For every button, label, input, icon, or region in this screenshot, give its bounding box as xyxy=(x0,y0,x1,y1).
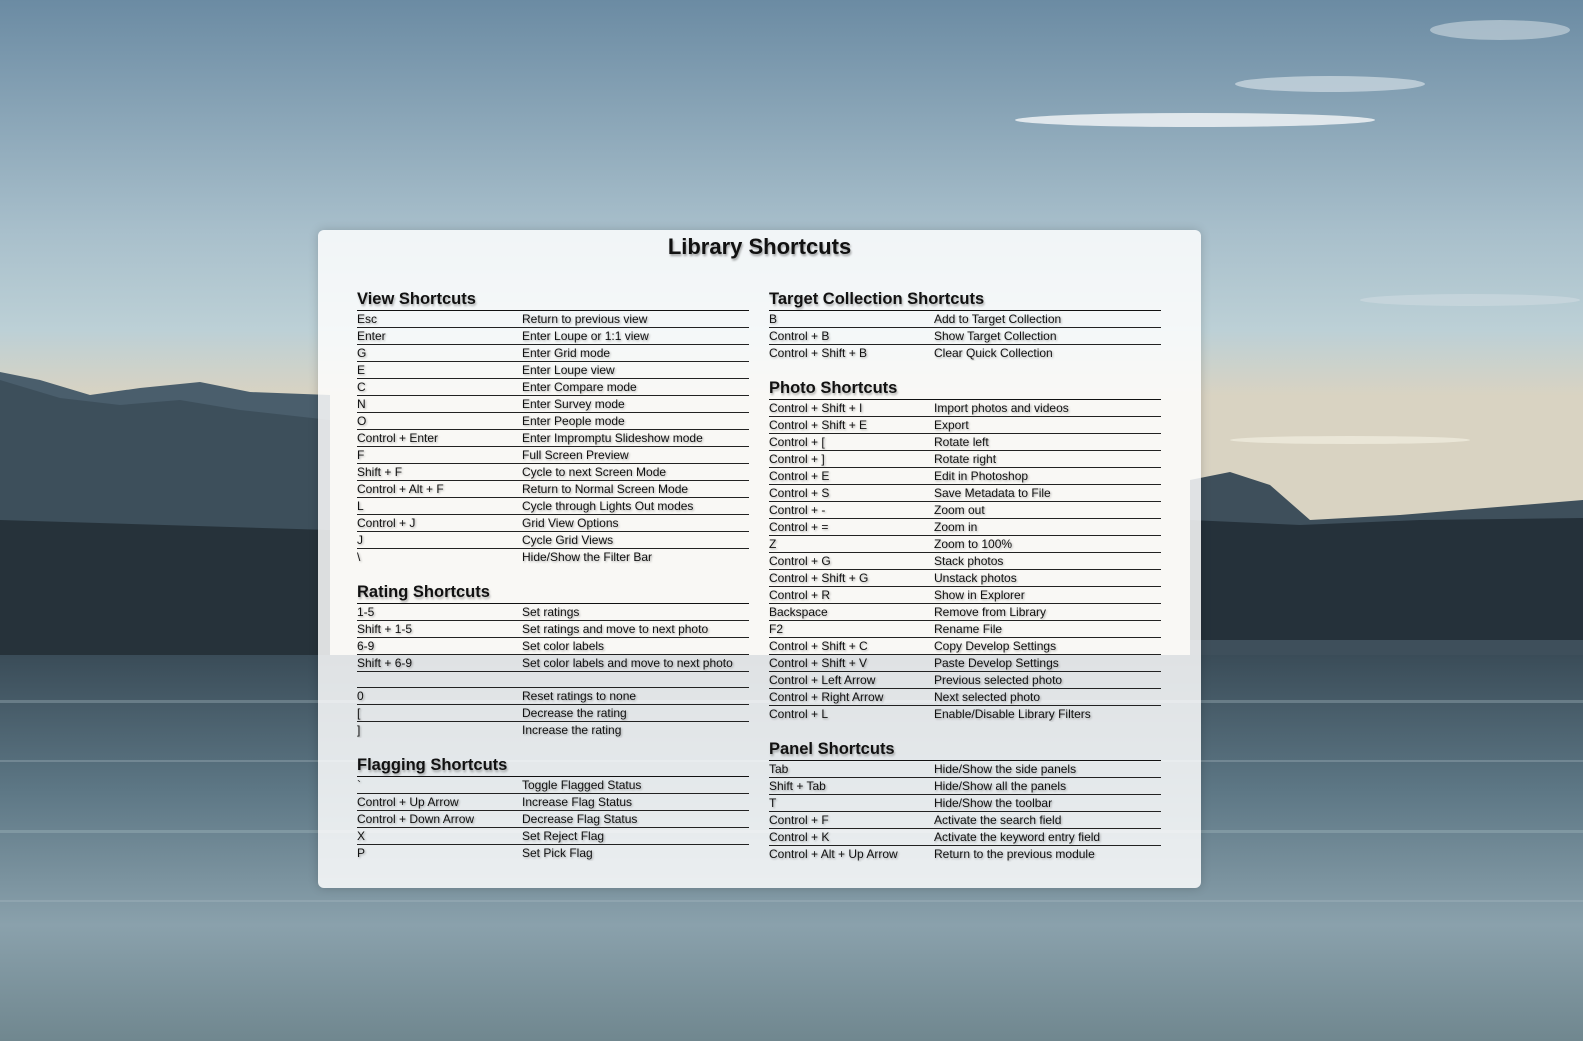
shortcut-description: Increase Flag Status xyxy=(522,795,633,809)
shortcut-row xyxy=(769,451,1161,468)
shortcut-row xyxy=(357,828,749,845)
shortcut-row xyxy=(769,328,1161,345)
shortcut-row xyxy=(357,722,749,738)
shortcut-description: Hide/Show the Filter Bar xyxy=(522,550,653,564)
shortcut-key: Control + Alt + Up Arrow xyxy=(769,847,898,861)
shortcut-key: 1-5 xyxy=(357,605,375,619)
shortcut-row xyxy=(769,502,1161,519)
shortcut-key: 0 xyxy=(357,689,364,703)
shortcut-description: Activate the search field xyxy=(934,813,1062,827)
shortcut-description: Enable/Disable Library Filters xyxy=(934,707,1091,721)
shortcut-key: Control + Down Arrow xyxy=(357,812,475,826)
shortcut-row xyxy=(357,604,749,621)
shortcut-row xyxy=(357,688,749,705)
shortcut-row xyxy=(769,485,1161,502)
shortcut-description: Zoom out xyxy=(934,503,985,517)
shortcut-row xyxy=(357,705,749,722)
shortcut-key: Control + Shift + E xyxy=(769,418,868,432)
section-view-shortcuts xyxy=(357,288,749,565)
shortcut-row xyxy=(769,655,1161,672)
shortcut-key: X xyxy=(357,829,366,843)
shortcut-key: Control + Shift + G xyxy=(769,571,869,585)
shortcut-row xyxy=(357,515,749,532)
shortcut-description: Enter People mode xyxy=(522,414,625,428)
shortcut-row xyxy=(769,672,1161,689)
shortcut-row xyxy=(357,498,749,515)
shortcut-description: Decrease Flag Status xyxy=(522,812,638,826)
shortcut-key: Control + ] xyxy=(769,452,825,466)
shortcut-description: Hide/Show all the panels xyxy=(934,779,1067,793)
shortcut-row xyxy=(357,549,749,565)
shortcut-description: Import photos and videos xyxy=(934,401,1069,415)
shortcut-key: 6-9 xyxy=(357,639,375,653)
section-title: Photo Shortcuts xyxy=(769,377,1161,400)
section-rating-shortcuts xyxy=(357,581,749,738)
shortcut-description: Cycle through Lights Out modes xyxy=(522,499,694,513)
section-title: Target Collection Shortcuts xyxy=(769,288,1161,311)
shortcut-row xyxy=(769,536,1161,553)
shortcut-row xyxy=(769,519,1161,536)
section-title: Flagging Shortcuts xyxy=(357,754,749,777)
shortcut-description: Full Screen Preview xyxy=(522,448,629,462)
shortcut-row xyxy=(769,400,1161,417)
shortcut-key: Esc xyxy=(357,312,378,326)
shortcut-row xyxy=(357,845,749,861)
section-panel-shortcuts xyxy=(769,738,1161,862)
shortcut-description: Set Reject Flag xyxy=(522,829,605,843)
shortcut-description: Unstack photos xyxy=(934,571,1017,585)
shortcut-description: Cycle Grid Views xyxy=(522,533,614,547)
left-column xyxy=(357,288,749,877)
shortcut-row xyxy=(357,311,749,328)
shortcut-row xyxy=(769,621,1161,638)
shortcut-key: [ xyxy=(357,706,361,720)
shortcut-key: ] xyxy=(357,723,361,737)
shortcut-key: G xyxy=(357,346,367,360)
shortcuts-panel xyxy=(318,230,1201,888)
shortcut-description: Enter Loupe view xyxy=(522,363,615,377)
shortcut-description: Enter Compare mode xyxy=(522,380,637,394)
shortcut-description: Increase the rating xyxy=(522,723,622,737)
shortcut-key: F xyxy=(357,448,365,462)
shortcut-row xyxy=(357,811,749,828)
shortcut-key: N xyxy=(357,397,366,411)
shortcut-description: Rotate right xyxy=(934,452,997,466)
shortcut-key: C xyxy=(357,380,366,394)
shortcut-description: Add to Target Collection xyxy=(934,312,1062,326)
shortcut-key: ` xyxy=(357,778,361,792)
shortcut-description: Hide/Show the toolbar xyxy=(934,796,1053,810)
page-title: Library Shortcuts xyxy=(667,234,852,259)
shortcut-key: Control + E xyxy=(769,469,830,483)
shortcut-key: T xyxy=(769,796,777,810)
shortcut-key: L xyxy=(357,499,364,513)
section-flagging-shortcuts xyxy=(357,754,749,861)
shortcut-key: Control + Right Arrow xyxy=(769,690,884,704)
shortcut-key: Control + Shift + C xyxy=(769,639,868,653)
shortcut-row xyxy=(357,481,749,498)
shortcut-description: Copy Develop Settings xyxy=(934,639,1057,653)
shortcut-key: \ xyxy=(357,550,361,564)
shortcut-row xyxy=(357,655,749,672)
shortcut-description: Decrease the rating xyxy=(522,706,627,720)
shortcut-row xyxy=(769,761,1161,778)
shortcut-key: Control + G xyxy=(769,554,831,568)
shortcut-row xyxy=(357,794,749,811)
shortcut-row xyxy=(769,846,1161,862)
shortcut-key: Control + Shift + V xyxy=(769,656,868,670)
shortcut-key: Backspace xyxy=(769,605,828,619)
shortcut-description: Hide/Show the side panels xyxy=(934,762,1077,776)
shortcut-key: Control + Alt + F xyxy=(357,482,444,496)
shortcut-description: Set ratings and move to next photo xyxy=(522,622,709,636)
shortcut-key: Control + Enter xyxy=(357,431,439,445)
shortcut-key: Control + - xyxy=(769,503,826,517)
shortcut-key: Control + Shift + I xyxy=(769,401,863,415)
shortcut-row xyxy=(769,345,1161,361)
shortcut-row xyxy=(769,604,1161,621)
shortcut-key: J xyxy=(357,533,363,547)
shortcut-description: Show in Explorer xyxy=(934,588,1025,602)
right-column xyxy=(769,288,1161,878)
shortcut-row xyxy=(357,430,749,447)
shortcut-key: Control + S xyxy=(769,486,830,500)
shortcut-row xyxy=(357,447,749,464)
shortcut-key: Control + F xyxy=(769,813,829,827)
shortcut-row xyxy=(357,672,749,688)
shortcut-description xyxy=(522,672,749,687)
shortcut-row xyxy=(357,413,749,430)
shortcut-description: Cycle to next Screen Mode xyxy=(522,465,667,479)
shortcut-description: Enter Survey mode xyxy=(522,397,625,411)
shortcut-key: F2 xyxy=(769,622,784,636)
shortcut-description: Enter Impromptu Slideshow mode xyxy=(522,431,703,445)
shortcut-description: Set color labels and move to next photo xyxy=(522,656,733,670)
shortcut-description: Set Pick Flag xyxy=(522,846,593,860)
shortcut-description: Export xyxy=(934,418,969,432)
shortcut-description: Return to Normal Screen Mode xyxy=(522,482,689,496)
shortcut-key: B xyxy=(769,312,778,326)
shortcut-key: Control + B xyxy=(769,329,830,343)
shortcut-row xyxy=(357,464,749,481)
shortcut-description: Grid View Options xyxy=(522,516,619,530)
shortcut-description: Edit in Photoshop xyxy=(934,469,1029,483)
shortcut-description: Save Metadata to File xyxy=(934,486,1051,500)
shortcut-key: O xyxy=(357,414,367,428)
section-photo-shortcuts xyxy=(769,377,1161,722)
shortcut-description: Toggle Flagged Status xyxy=(522,778,642,792)
shortcut-key: Control + Left Arrow xyxy=(769,673,876,687)
shortcut-row xyxy=(769,311,1161,328)
shortcut-description: Next selected photo xyxy=(934,690,1041,704)
shortcut-key: Control + K xyxy=(769,830,830,844)
shortcut-description: Stack photos xyxy=(934,554,1004,568)
shortcut-row xyxy=(357,379,749,396)
shortcut-row xyxy=(769,795,1161,812)
section-title: View Shortcuts xyxy=(357,288,749,311)
shortcut-description: Return to the previous module xyxy=(934,847,1095,861)
shortcut-key: Shift + 6-9 xyxy=(357,656,413,670)
section-title: Panel Shortcuts xyxy=(769,738,1161,761)
shortcut-key: Enter xyxy=(357,329,386,343)
shortcut-row xyxy=(357,532,749,549)
shortcut-description: Enter Grid mode xyxy=(522,346,611,360)
shortcut-row xyxy=(769,468,1161,485)
shortcut-description: Rename File xyxy=(934,622,1003,636)
shortcut-key: Shift + Tab xyxy=(769,779,826,793)
shortcut-row xyxy=(769,689,1161,706)
shortcut-row xyxy=(769,638,1161,655)
section-title: Rating Shortcuts xyxy=(357,581,749,604)
section-target-collection-shortcuts xyxy=(769,288,1161,361)
shortcut-row xyxy=(769,570,1161,587)
shortcut-row xyxy=(769,553,1161,570)
shortcut-row xyxy=(769,812,1161,829)
shortcut-row xyxy=(769,587,1161,604)
shortcut-key: Control + R xyxy=(769,588,831,602)
shortcut-key: Shift + F xyxy=(357,465,403,479)
shortcut-description: Return to previous view xyxy=(522,312,648,326)
shortcut-row xyxy=(357,638,749,655)
shortcut-key xyxy=(357,672,522,687)
shortcut-row xyxy=(769,434,1161,451)
shortcut-description: Reset ratings to none xyxy=(522,689,637,703)
shortcut-key: Control + [ xyxy=(769,435,825,449)
shortcut-row xyxy=(357,621,749,638)
shortcut-row xyxy=(357,777,749,794)
shortcut-description: Show Target Collection xyxy=(934,329,1057,343)
shortcut-key: Tab xyxy=(769,762,789,776)
shortcut-description: Enter Loupe or 1:1 view xyxy=(522,329,649,343)
shortcut-key: Control + Shift + B xyxy=(769,346,868,360)
shortcut-description: Zoom in xyxy=(934,520,978,534)
shortcut-description: Activate the keyword entry field xyxy=(934,830,1101,844)
shortcut-key: Shift + 1-5 xyxy=(357,622,413,636)
shortcut-row xyxy=(357,345,749,362)
shortcut-description: Paste Develop Settings xyxy=(934,656,1059,670)
shortcut-row xyxy=(357,396,749,413)
shortcut-key: Z xyxy=(769,537,777,551)
shortcut-row xyxy=(357,328,749,345)
shortcut-row xyxy=(769,706,1161,722)
shortcut-description: Set color labels xyxy=(522,639,605,653)
shortcut-key: P xyxy=(357,846,366,860)
shortcut-key: Control + = xyxy=(769,520,829,534)
shortcut-row xyxy=(769,829,1161,846)
shortcut-description: Remove from Library xyxy=(934,605,1047,619)
shortcut-row xyxy=(357,362,749,379)
shortcut-description: Set ratings xyxy=(522,605,580,619)
shortcut-description: Clear Quick Collection xyxy=(934,346,1053,360)
shortcut-row xyxy=(769,417,1161,434)
shortcut-key: Control + J xyxy=(357,516,416,530)
shortcut-key: Control + Up Arrow xyxy=(357,795,459,809)
shortcut-key: Control + L xyxy=(769,707,829,721)
shortcut-row xyxy=(769,778,1161,795)
shortcut-description: Zoom to 100% xyxy=(934,537,1013,551)
shortcut-description: Rotate left xyxy=(934,435,989,449)
shortcut-key: E xyxy=(357,363,366,377)
shortcut-description: Previous selected photo xyxy=(934,673,1063,687)
